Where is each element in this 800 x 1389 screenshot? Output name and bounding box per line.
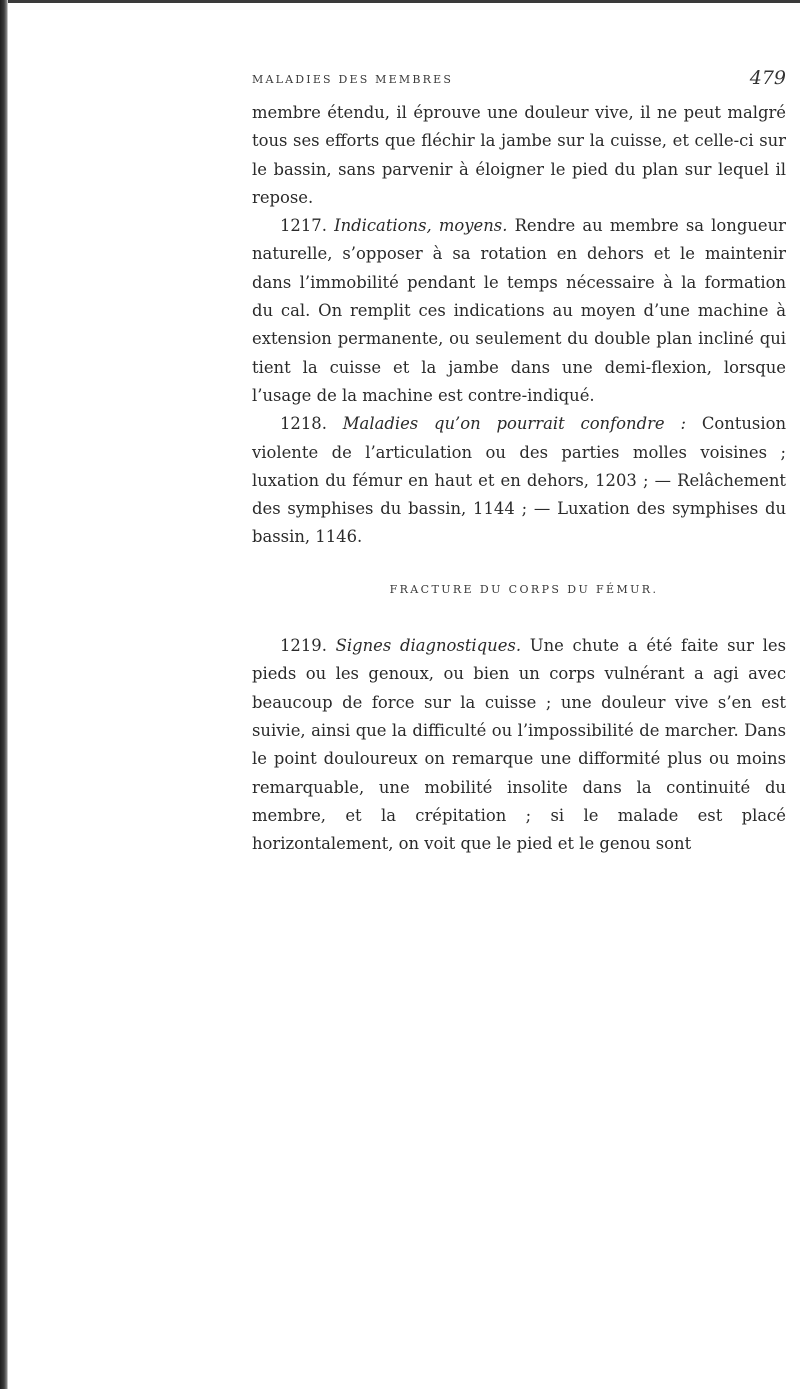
paragraph-1217: [252, 212, 786, 410]
paragraph-1219: [252, 632, 786, 858]
paragraph-heading: Indications, moyens.: [334, 216, 508, 236]
section-heading: FRACTURE DU CORPS DU FÉMUR.: [389, 582, 659, 596]
page-binding-edge: [0, 0, 8, 1389]
paragraph-text: Une chute a été faite sur les pieds ou les genoux, ou bien un corps vulnérant a agi avec beaucoup de force sur la cuisse ; une douleur vive s’en est suivie, ainsi que la difficulté ou l’impossibilité de marcher. Dans le point douloureux on remarque une difformité plus ou moins remarquable, une mobilité insolite dans la continuité du membre, et la crépitation ; si le malade est placé horizontalement, on voit que le pied et le genou sont: [252, 636, 786, 854]
paragraph-text: Rendre au membre sa longueur naturelle, s’opposer à sa rotation en dehors et le maintenir dans l’immobilité pendant le temps nécessaire à la formation du cal. On remplit ces indications au moyen d’une machine à extension permanente, ou seulement du double plan incliné qui tient la cuisse et la jambe dans une demi-flexion, lorsque l’usage de la machine est contre-indiqué.: [252, 216, 786, 405]
paragraph-number: 1218.: [280, 414, 327, 434]
running-header: [252, 65, 786, 99]
paragraph-heading: Maladies qu’on pourrait confondre :: [342, 414, 686, 434]
paragraph-number: 1219.: [280, 636, 327, 656]
page-top-edge: [0, 0, 800, 3]
paragraph-number: 1217.: [280, 216, 327, 236]
paragraph-1218: [252, 410, 786, 551]
paragraph-text: Contusion violente de l’articulation ou des parties molles voisines ; luxation du fémur en haut et en dehors, 1203 ; — Relâchement des symphises du bassin, 1144 ; — Luxation des symphises du bassin, 1146.: [252, 414, 786, 547]
running-title: MALADIES DES MEMBRES: [252, 73, 454, 86]
paragraph-heading: Signes diagnostiques.: [335, 636, 522, 656]
paragraph-text: membre étendu, il éprouve une douleur vive, il ne peut malgré tous ses efforts que fléchir la jambe sur la cuisse, et celle-ci sur le bassin, sans parvenir à éloigner le pied du plan sur lequel il repose.: [252, 103, 786, 207]
book-page: [252, 65, 786, 858]
page-body: [252, 99, 786, 858]
page-number: 479: [749, 67, 786, 89]
paragraph-continuation: [252, 99, 786, 212]
